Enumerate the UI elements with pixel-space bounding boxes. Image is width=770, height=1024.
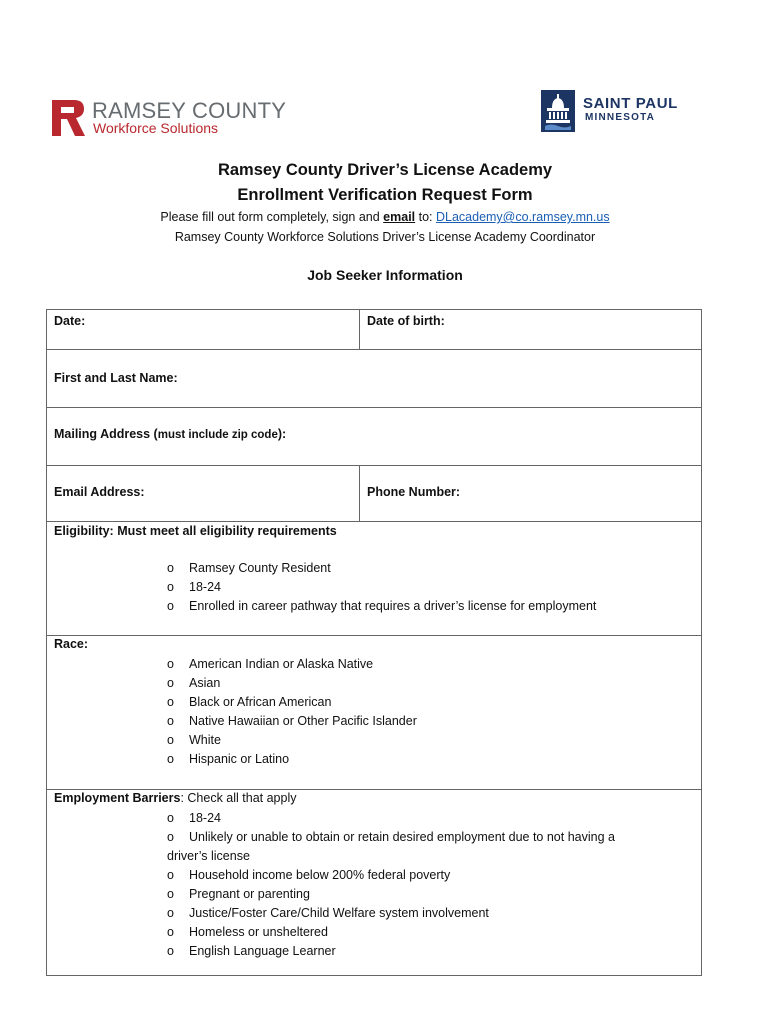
eligibility-option[interactable] xyxy=(167,559,596,578)
instructions-to: to: xyxy=(415,210,436,224)
section-title: Job Seeker Information xyxy=(307,267,463,283)
option-label: Justice/Foster Care/Child Welfare system involvement xyxy=(189,906,489,920)
phone-cell[interactable] xyxy=(359,466,701,521)
saint-paul-name: SAINT PAUL xyxy=(583,95,678,112)
checkbox-bullet[interactable]: o xyxy=(167,695,174,709)
instructions-prefix: Please fill out form completely, sign and xyxy=(160,210,384,224)
name-row[interactable] xyxy=(47,350,701,408)
eligibility-row xyxy=(47,522,701,636)
checkbox-bullet[interactable]: o xyxy=(167,868,174,882)
option-label: Hispanic or Latino xyxy=(189,752,290,766)
contact-row xyxy=(47,466,701,522)
checkbox-bullet[interactable]: o xyxy=(167,580,174,594)
saint-paul-logo xyxy=(541,90,711,132)
checkbox-bullet[interactable]: o xyxy=(167,733,174,747)
race-option[interactable] xyxy=(167,693,417,712)
barrier-option[interactable] xyxy=(167,885,489,904)
option-label: Enrolled in career pathway that requires a driver’s license for employment xyxy=(189,599,597,613)
email-link[interactable]: DLacademy@co.ramsey.mn.us xyxy=(435,210,610,224)
race-options xyxy=(167,655,417,769)
barrier-option[interactable] xyxy=(167,828,687,866)
address-label xyxy=(54,427,286,441)
address-label-note: must include zip code xyxy=(157,429,278,441)
barrier-option[interactable] xyxy=(167,923,489,942)
address-row[interactable] xyxy=(47,408,701,466)
address-label-main: Mailing Address ( xyxy=(54,427,158,441)
option-label: Pregnant or parenting xyxy=(189,887,310,901)
option-label: Ramsey County Resident xyxy=(189,561,331,575)
option-label: Asian xyxy=(189,676,221,690)
dob-label: Date of birth: xyxy=(367,314,445,328)
race-option[interactable] xyxy=(167,712,417,731)
date-label: Date: xyxy=(54,314,86,328)
race-option[interactable] xyxy=(167,655,417,674)
barrier-options-rest xyxy=(167,866,489,961)
email-cell[interactable] xyxy=(47,466,359,521)
date-row xyxy=(47,310,701,350)
barriers-label-main: Employment Barriers xyxy=(54,791,181,805)
eligibility-options xyxy=(167,559,596,616)
checkbox-bullet[interactable]: o xyxy=(167,752,174,766)
instructions-email-word: email xyxy=(383,210,416,224)
eligibility-option[interactable] xyxy=(167,597,596,616)
phone-label: Phone Number: xyxy=(367,485,461,499)
email-label: Email Address: xyxy=(54,485,145,499)
option-label: 18-24 xyxy=(189,811,221,825)
barriers-label xyxy=(54,791,296,805)
checkbox-bullet[interactable]: o xyxy=(167,714,174,728)
address-label-end: ): xyxy=(277,427,287,441)
name-label: First and Last Name: xyxy=(54,371,178,385)
barrier-option[interactable] xyxy=(167,866,489,885)
option-label: English Language Learner xyxy=(189,944,336,958)
checkbox-bullet[interactable]: o xyxy=(167,830,174,844)
eligibility-label: Eligibility: Must meet all eligibility requirements xyxy=(54,524,337,538)
option-label: 18-24 xyxy=(189,580,221,594)
option-label: Native Hawaiian or Other Pacific Islander xyxy=(189,714,417,728)
barrier-option[interactable] xyxy=(167,942,489,961)
checkbox-bullet[interactable]: o xyxy=(167,811,174,825)
coordinator-line: Ramsey County Workforce Solutions Driver’s License Academy Coordinator xyxy=(174,230,596,244)
saint-paul-capitol-icon xyxy=(541,90,575,132)
ramsey-county-logo xyxy=(52,98,287,138)
checkbox-bullet[interactable]: o xyxy=(167,657,174,671)
option-label: Black or African American xyxy=(189,695,332,709)
job-seeker-form xyxy=(46,309,702,976)
option-label: Homeless or unsheltered xyxy=(189,925,328,939)
eligibility-option[interactable] xyxy=(167,578,596,597)
ramsey-county-name: RAMSEY COUNTY xyxy=(92,98,287,123)
option-label: Household income below 200% federal poverty xyxy=(189,868,451,882)
form-title-line1: Ramsey County Driver’s License Academy xyxy=(217,161,553,179)
form-title-line2: Enrollment Verification Request Form xyxy=(237,186,533,204)
date-cell[interactable] xyxy=(47,310,359,349)
barriers-row xyxy=(47,790,701,975)
ramsey-county-logo-mark xyxy=(52,100,86,136)
barrier-option[interactable] xyxy=(167,809,221,828)
option-label: American Indian or Alaska Native xyxy=(189,657,374,671)
workforce-solutions-text: Workforce Solutions xyxy=(93,120,219,136)
checkbox-bullet[interactable]: o xyxy=(167,599,174,613)
checkbox-bullet[interactable]: o xyxy=(167,561,174,575)
barrier-wrap-line1 xyxy=(167,828,687,847)
race-label: Race: xyxy=(54,637,89,651)
barriers-label-suffix: : Check all that apply xyxy=(180,791,297,805)
option-label: Unlikely or unable to obtain or retain desired employment due to not having a xyxy=(189,830,615,844)
race-row xyxy=(47,636,701,790)
option-label: White xyxy=(189,733,221,747)
minnesota-text: MINNESOTA xyxy=(585,112,656,123)
checkbox-bullet[interactable]: o xyxy=(167,676,174,690)
checkbox-bullet[interactable]: o xyxy=(167,906,174,920)
checkbox-bullet[interactable]: o xyxy=(167,944,174,958)
barrier-wrap-line2: driver’s license xyxy=(167,849,250,863)
checkbox-bullet[interactable]: o xyxy=(167,925,174,939)
checkbox-bullet[interactable]: o xyxy=(167,887,174,901)
barrier-option[interactable] xyxy=(167,904,489,923)
race-option[interactable] xyxy=(167,731,417,750)
instructions xyxy=(0,210,770,224)
race-option[interactable] xyxy=(167,674,417,693)
dob-cell[interactable] xyxy=(359,310,701,349)
race-option[interactable] xyxy=(167,750,417,769)
barrier-options-first xyxy=(167,809,221,828)
